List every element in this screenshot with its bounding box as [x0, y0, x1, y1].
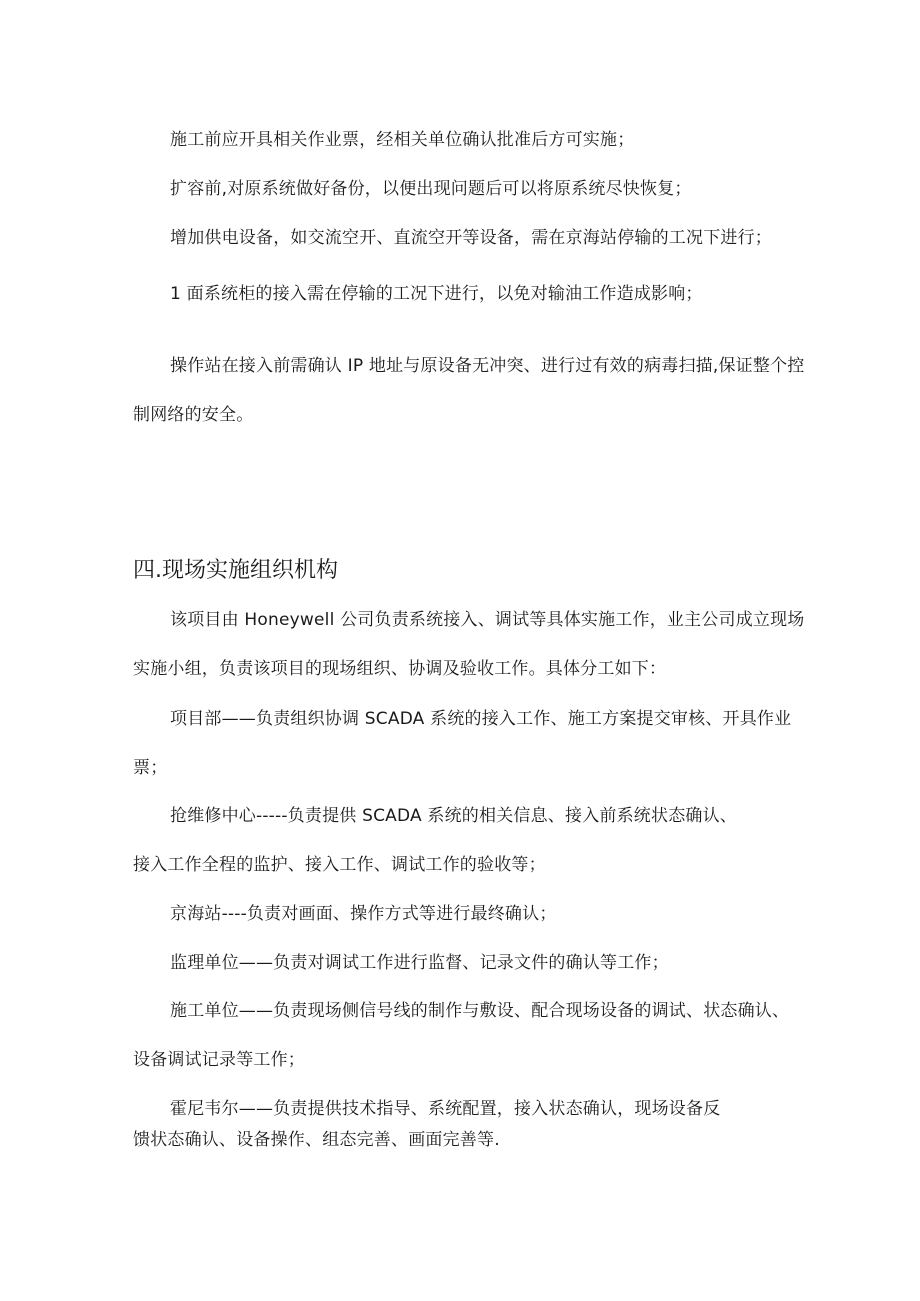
duty-jinghai: 京海站----负责对画面、操作方式等进行最终确认； [170, 904, 557, 924]
duty-honeywell-line-2: 馈状态确认、设备操作、组态完善、画面完善等. [133, 1130, 500, 1150]
precaution-line-4: 1 面系统柜的接入需在停输的工况下进行，以免对输油工作造成影响； [170, 284, 703, 304]
security-line-1: 操作站在接入前需确认 IP 地址与原设备无冲突、进行过有效的病毒扫描,保证整个控 [170, 356, 805, 376]
duty-honeywell-line-1: 霍尼韦尔——负责提供技术指导、系统配置，接入状态确认，现场设备反 [170, 1099, 721, 1119]
precaution-line-2: 扩容前,对原系统做好备份，以便出现问题后可以将原系统尽快恢复； [170, 179, 692, 199]
duty-maintenance-line-2: 接入工作全程的监护、接入工作、调试工作的验收等； [133, 855, 546, 875]
duty-project-dept-line-1: 项目部——负责组织协调 SCADA 系统的接入工作、施工方案提交审核、开具作业 [170, 709, 792, 729]
duty-project-dept-line-2: 票； [133, 758, 168, 778]
duty-construction-line-1: 施工单位——负责现场侧信号线的制作与敷设、配合现场设备的调试、状态确认、 [170, 1001, 790, 1021]
precaution-line-3: 增加供电设备，如交流空开、直流空开等设备，需在京海站停输的工况下进行； [170, 228, 772, 248]
duty-construction-line-2: 设备调试记录等工作； [133, 1050, 305, 1070]
duty-maintenance-line-1: 抢维修中心-----负责提供 SCADA 系统的相关信息、接入前系统状态确认、 [170, 806, 737, 826]
intro-line-1: 该项目由 Honeywell 公司负责系统接入、调试等具体实施工作，业主公司成立现场 [170, 610, 805, 630]
section-heading: 四.现场实施组织机构 [133, 558, 338, 583]
precaution-line-1: 施工前应开具相关作业票，经相关单位确认批准后方可实施； [170, 130, 635, 150]
intro-line-2: 实施小组，负责该项目的现场组织、协调及验收工作。具体分工如下： [133, 659, 667, 679]
security-line-2: 制网络的安全。 [133, 405, 254, 425]
duty-supervisor: 监理单位——负责对调试工作进行监督、记录文件的确认等工作； [170, 953, 669, 973]
